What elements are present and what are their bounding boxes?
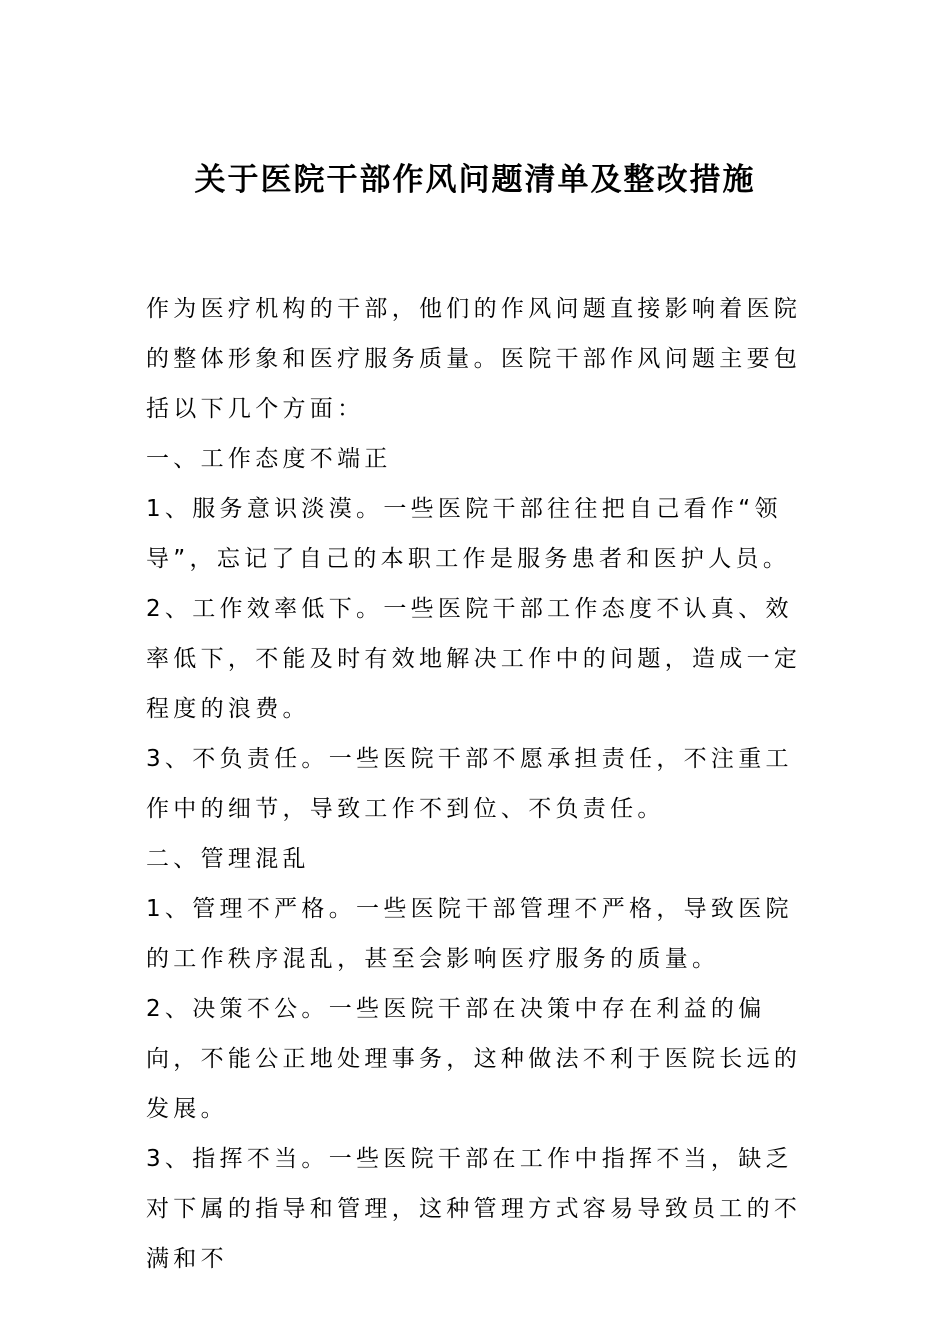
list-item: 1、管理不严格。一些医院干部管理不严格，导致医院的工作秩序混乱，甚至会影响医疗服务的质量。 <box>146 896 793 972</box>
document-body <box>146 284 808 1284</box>
document-title: 关于医院干部作风问题清单及整改措施 <box>194 162 756 198</box>
list-item: 3、不负责任。一些医院干部不愿承担责任，不注重工作中的细节，导致工作不到位、不负责任。 <box>146 746 793 822</box>
section-heading-2: 二、管理混乱 <box>146 846 310 872</box>
paragraph-intro: 作为医疗机构的干部，他们的作风问题直接影响着医院的整体形象和医疗服务质量。医院干部作风问题主要包括以下几个方面： <box>146 296 802 422</box>
list-item: 2、决策不公。一些医院干部在决策中存在利益的偏向，不能公正地处理事务，这种做法不利于医院长远的发展。 <box>146 996 802 1122</box>
list-item: 3、指挥不当。一些医院干部在工作中指挥不当，缺乏对下属的指导和管理，这种管理方式容易导致员工的不满和不 <box>146 1146 802 1272</box>
list-item: 1、服务意识淡漠。一些医院干部往往把自己看作“领导”，忘记了自己的本职工作是服务患者和医护人员。 <box>146 496 791 572</box>
section-heading-1: 一、工作态度不端正 <box>146 446 392 472</box>
list-item: 2、工作效率低下。一些医院干部工作态度不认真、效率低下，不能及时有效地解决工作中的问题，造成一定程度的浪费。 <box>146 596 802 722</box>
